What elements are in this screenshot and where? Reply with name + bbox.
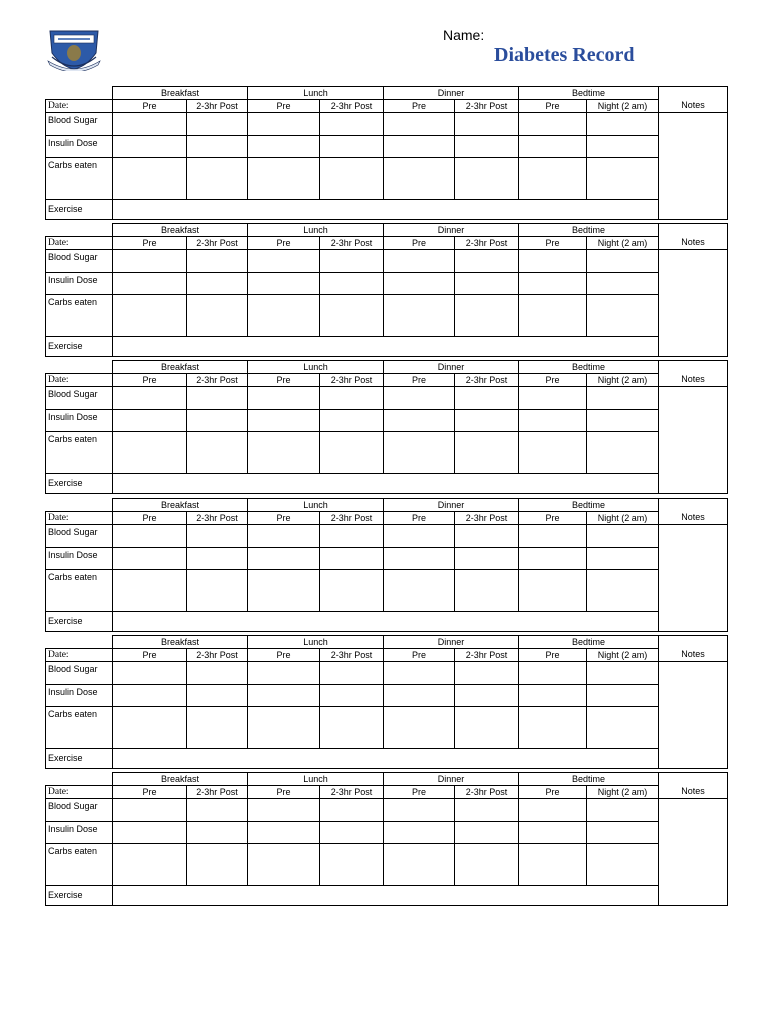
meal-header: Breakfast (113, 636, 248, 649)
meal-header: Lunch (248, 499, 384, 512)
carbs-eaten-entry-cell[interactable] (455, 570, 519, 612)
notes-cell[interactable] (659, 387, 728, 494)
daily-record-table (45, 772, 728, 898)
insulin-dose-entry-cell[interactable] (455, 410, 519, 432)
blood-sugar-entry-cell[interactable] (519, 113, 587, 136)
blood-sugar-entry-cell[interactable] (187, 113, 248, 136)
subcolumn-header: Pre (519, 512, 587, 525)
subcolumn-header: Pre (113, 649, 187, 662)
meal-header: Breakfast (113, 773, 248, 786)
daily-record-table (45, 635, 728, 761)
meal-header: Dinner (384, 361, 519, 374)
subcolumn-header: 2-3hr Post (187, 649, 248, 662)
blank-corner (46, 224, 113, 237)
insulin-dose-entry-cell[interactable] (187, 685, 248, 707)
blood-sugar-entry-cell[interactable] (320, 250, 384, 273)
subcolumn-header: Pre (113, 374, 187, 387)
carbs-eaten-entry-cell[interactable] (187, 707, 248, 749)
blood-sugar-entry-cell[interactable] (113, 387, 187, 410)
insulin-dose-entry-cell[interactable] (248, 685, 320, 707)
blood-sugar-entry-cell[interactable] (113, 662, 187, 685)
carbs-eaten-label: Carbs eaten (46, 295, 113, 337)
subcolumn-header: 2-3hr Post (320, 786, 384, 799)
carbs-eaten-entry-cell[interactable] (113, 844, 187, 886)
exercise-label: Exercise (46, 749, 113, 769)
blood-sugar-entry-cell[interactable] (113, 799, 187, 822)
daily-record-table (45, 360, 728, 486)
subcolumn-header: 2-3hr Post (320, 100, 384, 113)
insulin-dose-entry-cell[interactable] (519, 136, 587, 158)
notes-cell[interactable] (659, 113, 728, 220)
notes-header: Notes (659, 649, 728, 662)
carbs-eaten-entry-cell[interactable] (384, 570, 455, 612)
meal-header: Dinner (384, 499, 519, 512)
insulin-dose-entry-cell[interactable] (587, 273, 659, 295)
meal-header: Dinner (384, 224, 519, 237)
insulin-dose-entry-cell[interactable] (113, 685, 187, 707)
insulin-dose-entry-cell[interactable] (587, 548, 659, 570)
meal-header: Dinner (384, 636, 519, 649)
carbs-eaten-entry-cell[interactable] (320, 295, 384, 337)
exercise-entry-cell[interactable] (113, 200, 659, 220)
insulin-dose-entry-cell[interactable] (320, 685, 384, 707)
meal-header: Bedtime (519, 361, 659, 374)
subcolumn-header: 2-3hr Post (187, 237, 248, 250)
carbs-eaten-entry-cell[interactable] (587, 432, 659, 474)
blood-sugar-entry-cell[interactable] (113, 250, 187, 273)
meal-header: Lunch (248, 773, 384, 786)
daily-record-table (45, 498, 728, 624)
subcolumn-header: Night (2 am) (587, 237, 659, 250)
subcolumn-header: Pre (519, 237, 587, 250)
exercise-label: Exercise (46, 337, 113, 357)
blood-sugar-label: Blood Sugar (46, 525, 113, 548)
subcolumn-header: Pre (519, 374, 587, 387)
blood-sugar-entry-cell[interactable] (587, 662, 659, 685)
blood-sugar-entry-cell[interactable] (587, 113, 659, 136)
blank-corner (46, 87, 113, 100)
insulin-dose-entry-cell[interactable] (455, 548, 519, 570)
subcolumn-header: Pre (113, 100, 187, 113)
subcolumn-header: Pre (248, 100, 320, 113)
carbs-eaten-entry-cell[interactable] (384, 295, 455, 337)
notes-cell[interactable] (659, 525, 728, 632)
insulin-dose-entry-cell[interactable] (384, 273, 455, 295)
meal-header: Breakfast (113, 499, 248, 512)
subcolumn-header: Pre (519, 786, 587, 799)
date-label: Date: (46, 237, 113, 250)
notes-header-top (659, 361, 728, 374)
subcolumn-header: 2-3hr Post (455, 237, 519, 250)
name-label: Name: (443, 27, 485, 43)
blood-sugar-entry-cell[interactable] (320, 799, 384, 822)
notes-cell[interactable] (659, 799, 728, 906)
blood-sugar-entry-cell[interactable] (320, 113, 384, 136)
carbs-eaten-entry-cell[interactable] (455, 158, 519, 200)
blood-sugar-entry-cell[interactable] (248, 387, 320, 410)
school-crest-logo (46, 27, 102, 71)
insulin-dose-entry-cell[interactable] (187, 410, 248, 432)
carbs-eaten-entry-cell[interactable] (320, 570, 384, 612)
blood-sugar-entry-cell[interactable] (455, 250, 519, 273)
insulin-dose-entry-cell[interactable] (113, 410, 187, 432)
carbs-eaten-entry-cell[interactable] (113, 570, 187, 612)
insulin-dose-entry-cell[interactable] (455, 273, 519, 295)
date-label: Date: (46, 374, 113, 387)
blood-sugar-entry-cell[interactable] (187, 799, 248, 822)
carbs-eaten-entry-cell[interactable] (587, 707, 659, 749)
blood-sugar-entry-cell[interactable] (187, 525, 248, 548)
insulin-dose-entry-cell[interactable] (384, 822, 455, 844)
insulin-dose-entry-cell[interactable] (384, 136, 455, 158)
blood-sugar-entry-cell[interactable] (519, 250, 587, 273)
insulin-dose-entry-cell[interactable] (384, 410, 455, 432)
insulin-dose-entry-cell[interactable] (384, 685, 455, 707)
exercise-entry-cell[interactable] (113, 612, 659, 632)
subcolumn-header: Night (2 am) (587, 100, 659, 113)
subcolumn-header: 2-3hr Post (320, 374, 384, 387)
subcolumn-header: Pre (113, 512, 187, 525)
carbs-eaten-entry-cell[interactable] (248, 158, 320, 200)
subcolumn-header: Pre (248, 786, 320, 799)
carbs-eaten-entry-cell[interactable] (187, 844, 248, 886)
insulin-dose-entry-cell[interactable] (113, 273, 187, 295)
notes-header-top (659, 773, 728, 786)
carbs-eaten-entry-cell[interactable] (320, 707, 384, 749)
carbs-eaten-entry-cell[interactable] (320, 158, 384, 200)
carbs-eaten-entry-cell[interactable] (587, 295, 659, 337)
blood-sugar-entry-cell[interactable] (519, 799, 587, 822)
notes-header: Notes (659, 786, 728, 799)
carbs-eaten-entry-cell[interactable] (587, 844, 659, 886)
subcolumn-header: Night (2 am) (587, 649, 659, 662)
subcolumn-header: Pre (519, 100, 587, 113)
subcolumn-header: 2-3hr Post (187, 512, 248, 525)
insulin-dose-entry-cell[interactable] (455, 685, 519, 707)
carbs-eaten-entry-cell[interactable] (384, 432, 455, 474)
insulin-dose-entry-cell[interactable] (320, 136, 384, 158)
insulin-dose-entry-cell[interactable] (519, 685, 587, 707)
carbs-eaten-entry-cell[interactable] (519, 844, 587, 886)
subcolumn-header: Pre (384, 512, 455, 525)
carbs-eaten-entry-cell[interactable] (519, 432, 587, 474)
blank-corner (46, 499, 113, 512)
meal-header: Bedtime (519, 636, 659, 649)
blood-sugar-entry-cell[interactable] (187, 662, 248, 685)
date-label: Date: (46, 649, 113, 662)
blood-sugar-entry-cell[interactable] (587, 387, 659, 410)
blood-sugar-entry-cell[interactable] (320, 662, 384, 685)
insulin-dose-entry-cell[interactable] (187, 136, 248, 158)
blood-sugar-entry-cell[interactable] (187, 250, 248, 273)
carbs-eaten-entry-cell[interactable] (113, 295, 187, 337)
blank-corner (46, 361, 113, 374)
carbs-eaten-entry-cell[interactable] (113, 432, 187, 474)
carbs-eaten-entry-cell[interactable] (248, 295, 320, 337)
blood-sugar-entry-cell[interactable] (519, 662, 587, 685)
blood-sugar-entry-cell[interactable] (384, 799, 455, 822)
exercise-label: Exercise (46, 474, 113, 494)
date-label: Date: (46, 786, 113, 799)
subcolumn-header: 2-3hr Post (320, 237, 384, 250)
blood-sugar-entry-cell[interactable] (320, 525, 384, 548)
exercise-entry-cell[interactable] (113, 886, 659, 906)
insulin-dose-entry-cell[interactable] (113, 548, 187, 570)
carbs-eaten-entry-cell[interactable] (455, 295, 519, 337)
meal-header: Dinner (384, 773, 519, 786)
blood-sugar-entry-cell[interactable] (248, 525, 320, 548)
insulin-dose-entry-cell[interactable] (248, 822, 320, 844)
insulin-dose-entry-cell[interactable] (455, 822, 519, 844)
blood-sugar-entry-cell[interactable] (248, 250, 320, 273)
carbs-eaten-entry-cell[interactable] (113, 158, 187, 200)
notes-header: Notes (659, 512, 728, 525)
insulin-dose-label: Insulin Dose (46, 410, 113, 432)
blood-sugar-entry-cell[interactable] (187, 387, 248, 410)
blood-sugar-label: Blood Sugar (46, 387, 113, 410)
blood-sugar-entry-cell[interactable] (113, 525, 187, 548)
carbs-eaten-entry-cell[interactable] (248, 432, 320, 474)
notes-header-top (659, 224, 728, 237)
insulin-dose-entry-cell[interactable] (248, 273, 320, 295)
carbs-eaten-entry-cell[interactable] (587, 570, 659, 612)
carbs-eaten-entry-cell[interactable] (519, 295, 587, 337)
subcolumn-header: 2-3hr Post (455, 512, 519, 525)
notes-header: Notes (659, 237, 728, 250)
blood-sugar-label: Blood Sugar (46, 799, 113, 822)
blood-sugar-entry-cell[interactable] (455, 387, 519, 410)
carbs-eaten-entry-cell[interactable] (248, 570, 320, 612)
carbs-eaten-entry-cell[interactable] (248, 844, 320, 886)
notes-header-top (659, 499, 728, 512)
insulin-dose-entry-cell[interactable] (384, 548, 455, 570)
subcolumn-header: Pre (113, 786, 187, 799)
carbs-eaten-entry-cell[interactable] (187, 432, 248, 474)
blank-corner (46, 636, 113, 649)
blood-sugar-entry-cell[interactable] (455, 799, 519, 822)
blood-sugar-entry-cell[interactable] (248, 799, 320, 822)
carbs-eaten-entry-cell[interactable] (519, 158, 587, 200)
insulin-dose-entry-cell[interactable] (113, 822, 187, 844)
blood-sugar-entry-cell[interactable] (248, 662, 320, 685)
date-label: Date: (46, 512, 113, 525)
carbs-eaten-entry-cell[interactable] (248, 707, 320, 749)
carbs-eaten-label: Carbs eaten (46, 707, 113, 749)
subcolumn-header: 2-3hr Post (455, 649, 519, 662)
subcolumn-header: Pre (384, 649, 455, 662)
notes-header: Notes (659, 100, 728, 113)
meal-header: Bedtime (519, 499, 659, 512)
subcolumn-header: Pre (384, 786, 455, 799)
meal-header: Breakfast (113, 361, 248, 374)
blood-sugar-entry-cell[interactable] (384, 662, 455, 685)
insulin-dose-entry-cell[interactable] (320, 548, 384, 570)
daily-record-table (45, 86, 728, 212)
insulin-dose-entry-cell[interactable] (519, 548, 587, 570)
blood-sugar-entry-cell[interactable] (320, 387, 384, 410)
exercise-label: Exercise (46, 886, 113, 906)
insulin-dose-entry-cell[interactable] (187, 548, 248, 570)
carbs-eaten-label: Carbs eaten (46, 432, 113, 474)
notes-cell[interactable] (659, 250, 728, 357)
page-title: Diabetes Record (494, 44, 635, 66)
carbs-eaten-entry-cell[interactable] (519, 570, 587, 612)
carbs-eaten-entry-cell[interactable] (384, 844, 455, 886)
carbs-eaten-label: Carbs eaten (46, 570, 113, 612)
blood-sugar-entry-cell[interactable] (455, 113, 519, 136)
insulin-dose-entry-cell[interactable] (320, 822, 384, 844)
blood-sugar-entry-cell[interactable] (384, 113, 455, 136)
meal-header: Bedtime (519, 773, 659, 786)
subcolumn-header: 2-3hr Post (455, 786, 519, 799)
meal-header: Breakfast (113, 224, 248, 237)
insulin-dose-entry-cell[interactable] (187, 822, 248, 844)
meal-header: Lunch (248, 87, 384, 100)
notes-header-top (659, 87, 728, 100)
blood-sugar-entry-cell[interactable] (113, 113, 187, 136)
subcolumn-header: 2-3hr Post (187, 786, 248, 799)
blood-sugar-entry-cell[interactable] (384, 525, 455, 548)
insulin-dose-entry-cell[interactable] (455, 136, 519, 158)
blood-sugar-entry-cell[interactable] (455, 662, 519, 685)
exercise-entry-cell[interactable] (113, 749, 659, 769)
meal-header: Dinner (384, 87, 519, 100)
blood-sugar-label: Blood Sugar (46, 113, 113, 136)
insulin-dose-label: Insulin Dose (46, 685, 113, 707)
insulin-dose-entry-cell[interactable] (113, 136, 187, 158)
insulin-dose-entry-cell[interactable] (519, 273, 587, 295)
subcolumn-header: Pre (384, 374, 455, 387)
carbs-eaten-entry-cell[interactable] (187, 158, 248, 200)
carbs-eaten-label: Carbs eaten (46, 158, 113, 200)
meal-header: Lunch (248, 224, 384, 237)
subcolumn-header: Pre (248, 237, 320, 250)
meal-header: Bedtime (519, 87, 659, 100)
exercise-entry-cell[interactable] (113, 474, 659, 494)
exercise-entry-cell[interactable] (113, 337, 659, 357)
subcolumn-header: Night (2 am) (587, 512, 659, 525)
insulin-dose-label: Insulin Dose (46, 273, 113, 295)
insulin-dose-label: Insulin Dose (46, 548, 113, 570)
subcolumn-header: Pre (248, 649, 320, 662)
blood-sugar-entry-cell[interactable] (384, 250, 455, 273)
carbs-eaten-entry-cell[interactable] (113, 707, 187, 749)
subcolumn-header: Pre (384, 100, 455, 113)
insulin-dose-entry-cell[interactable] (587, 822, 659, 844)
meal-header: Bedtime (519, 224, 659, 237)
subcolumn-header: Night (2 am) (587, 374, 659, 387)
meal-header: Lunch (248, 636, 384, 649)
blood-sugar-entry-cell[interactable] (248, 113, 320, 136)
date-label: Date: (46, 100, 113, 113)
blood-sugar-entry-cell[interactable] (587, 250, 659, 273)
subcolumn-header: 2-3hr Post (455, 100, 519, 113)
meal-header: Lunch (248, 361, 384, 374)
insulin-dose-entry-cell[interactable] (519, 410, 587, 432)
exercise-label: Exercise (46, 200, 113, 220)
subcolumn-header: Night (2 am) (587, 786, 659, 799)
notes-header-top (659, 636, 728, 649)
subcolumn-header: 2-3hr Post (320, 649, 384, 662)
blood-sugar-entry-cell[interactable] (455, 525, 519, 548)
subcolumn-header: 2-3hr Post (187, 374, 248, 387)
notes-header: Notes (659, 374, 728, 387)
carbs-eaten-entry-cell[interactable] (455, 844, 519, 886)
notes-cell[interactable] (659, 662, 728, 769)
insulin-dose-entry-cell[interactable] (320, 410, 384, 432)
carbs-eaten-label: Carbs eaten (46, 844, 113, 886)
carbs-eaten-entry-cell[interactable] (384, 707, 455, 749)
exercise-label: Exercise (46, 612, 113, 632)
insulin-dose-entry-cell[interactable] (248, 136, 320, 158)
carbs-eaten-entry-cell[interactable] (320, 432, 384, 474)
blood-sugar-label: Blood Sugar (46, 250, 113, 273)
subcolumn-header: Pre (113, 237, 187, 250)
carbs-eaten-entry-cell[interactable] (587, 158, 659, 200)
subcolumn-header: 2-3hr Post (187, 100, 248, 113)
insulin-dose-entry-cell[interactable] (519, 822, 587, 844)
blank-corner (46, 773, 113, 786)
subcolumn-header: Pre (248, 374, 320, 387)
subcolumn-header: 2-3hr Post (455, 374, 519, 387)
insulin-dose-entry-cell[interactable] (187, 273, 248, 295)
carbs-eaten-entry-cell[interactable] (455, 432, 519, 474)
carbs-eaten-entry-cell[interactable] (187, 295, 248, 337)
carbs-eaten-entry-cell[interactable] (455, 707, 519, 749)
meal-header: Breakfast (113, 87, 248, 100)
blood-sugar-entry-cell[interactable] (519, 525, 587, 548)
blood-sugar-entry-cell[interactable] (587, 525, 659, 548)
subcolumn-header: Pre (519, 649, 587, 662)
insulin-dose-entry-cell[interactable] (320, 273, 384, 295)
carbs-eaten-entry-cell[interactable] (384, 158, 455, 200)
daily-record-table (45, 223, 728, 349)
insulin-dose-entry-cell[interactable] (248, 410, 320, 432)
blood-sugar-entry-cell[interactable] (519, 387, 587, 410)
insulin-dose-entry-cell[interactable] (587, 410, 659, 432)
blood-sugar-label: Blood Sugar (46, 662, 113, 685)
carbs-eaten-entry-cell[interactable] (320, 844, 384, 886)
carbs-eaten-entry-cell[interactable] (187, 570, 248, 612)
insulin-dose-label: Insulin Dose (46, 822, 113, 844)
insulin-dose-entry-cell[interactable] (248, 548, 320, 570)
carbs-eaten-entry-cell[interactable] (519, 707, 587, 749)
subcolumn-header: Pre (248, 512, 320, 525)
insulin-dose-entry-cell[interactable] (587, 136, 659, 158)
insulin-dose-label: Insulin Dose (46, 136, 113, 158)
subcolumn-header: Pre (384, 237, 455, 250)
blood-sugar-entry-cell[interactable] (384, 387, 455, 410)
subcolumn-header: 2-3hr Post (320, 512, 384, 525)
insulin-dose-entry-cell[interactable] (587, 685, 659, 707)
blood-sugar-entry-cell[interactable] (587, 799, 659, 822)
